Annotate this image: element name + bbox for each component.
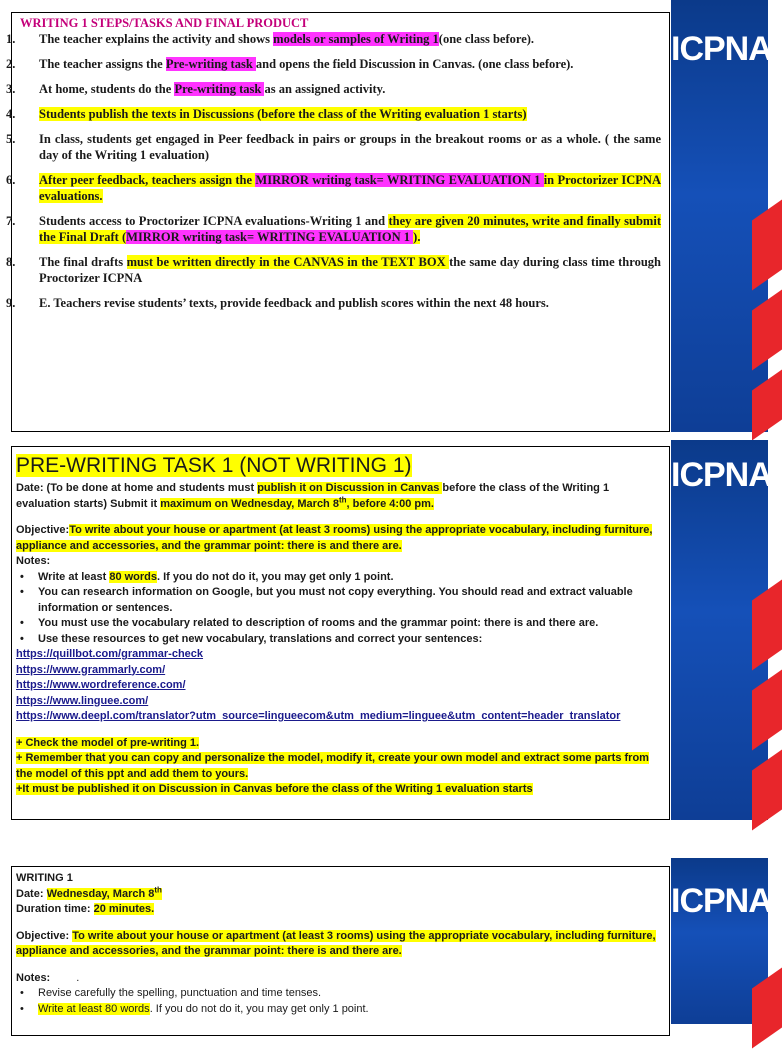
link-row <box>16 694 661 710</box>
step-text: the same day during class time through Proctorizer ICPNA <box>39 255 661 285</box>
step-number: 3. <box>6 82 16 96</box>
objective-paragraph <box>16 929 661 960</box>
step-number: 6. <box>6 173 16 187</box>
resource-links <box>16 647 661 725</box>
red-stripe-decoration <box>752 967 782 1048</box>
deadline-highlight: maximum on Wednesday, March 8 <box>160 497 339 510</box>
step-text: After peer feedback, teachers assign the <box>39 173 256 187</box>
step-item <box>6 295 661 311</box>
note-item <box>16 632 661 648</box>
step-number: 1. <box>6 32 16 46</box>
step-text: Students access to Proctorizer ICPNA evaluations-Writing 1 and <box>39 214 389 228</box>
date-value: Wednesday, March 8 <box>46 887 155 900</box>
note-item <box>16 986 661 1002</box>
objective-text: To write about your house or apartment (at least 3 rooms) using the appropriate vocabulary, including furniture, appliance and accessories, and the grammar point: there is and there are. <box>16 524 653 552</box>
date-paragraph <box>16 481 661 512</box>
reminder-line <box>16 782 661 798</box>
step-number: 7. <box>6 214 16 228</box>
reminder-line <box>16 736 661 752</box>
step-text: models or samples of Writing 1 <box>273 32 439 46</box>
notes-list <box>16 986 661 1017</box>
date-text: before the class of the Writing 1 evaluation starts) Submit it <box>16 482 610 510</box>
step-text: In class, students get engaged in Peer feedback in pairs or groups in the breakout rooms or as a whole. ( the same day of the Writing 1 evaluation) <box>39 132 661 162</box>
link-row <box>16 678 661 694</box>
step-text: Pre-writing task <box>174 82 265 96</box>
step-item <box>6 213 661 245</box>
icpna-logo: ICPNA <box>671 30 772 68</box>
notes-label-line <box>16 971 661 987</box>
resource-link[interactable]: https://www.wordreference.com/ <box>16 679 186 691</box>
deadline-highlight: , before 4:00 pm. <box>346 497 434 510</box>
red-stripe-decoration <box>752 579 782 670</box>
step-spacer <box>12 122 661 131</box>
objective-label: Objective: <box>16 524 70 536</box>
slide-writing-steps <box>0 0 772 432</box>
step-text: MIRROR writing task= WRITING EVALUATION 1 <box>255 173 544 187</box>
note-text: You must use the vocabulary related to description of rooms and the grammar point: there is and there are. <box>38 617 599 629</box>
note-item <box>16 570 661 586</box>
step-text: Students publish the texts in Discussions (before the class of the Writing evaluation 1 starts) <box>39 107 527 121</box>
deadline-sup: th <box>338 494 347 504</box>
duration-line <box>16 902 661 918</box>
step-item <box>6 172 661 204</box>
step-text: The final drafts <box>39 255 127 269</box>
slide-title: PRE-WRITING TASK 1 (NOT WRITING 1) <box>16 454 412 477</box>
duration-value: 20 minutes. <box>93 903 155 915</box>
slide-writing-1 <box>0 858 772 1024</box>
step-text: MIRROR writing task= WRITING EVALUATION 1 <box>126 230 414 244</box>
notes-trailing-dot: . <box>76 971 80 984</box>
step-text: (one class before). <box>438 32 535 46</box>
slide-content-frame <box>6 12 670 432</box>
step-number: 4. <box>6 107 16 121</box>
step-text: as an assigned activity. <box>264 82 386 96</box>
step-spacer <box>12 204 661 213</box>
slide-title: WRITING 1 STEPS/TASKS AND FINAL PRODUCT <box>20 16 309 30</box>
red-stripe-decoration <box>752 199 782 290</box>
step-number: 2. <box>6 57 16 71</box>
reminder-text: + Check the model of pre-writing 1. <box>16 736 200 749</box>
step-spacer <box>12 72 661 81</box>
red-stripe-decoration <box>752 289 782 370</box>
reminder-text: + Remember that you can copy and personalize the model, modify it, create your own model and extract some parts from the model of this ppt and add them to yours. <box>16 752 649 780</box>
step-number: 9. <box>6 296 16 310</box>
slide-content-frame <box>11 866 670 1036</box>
notes-list <box>16 570 661 648</box>
step-item <box>6 254 661 286</box>
reminders <box>16 736 661 798</box>
resource-link[interactable]: https://www.grammarly.com/ <box>16 663 166 676</box>
step-spacer <box>12 245 661 254</box>
objective-label: Objective: <box>16 929 73 942</box>
steps-list <box>6 31 661 311</box>
note-highlight: Write at least 80 words <box>38 1002 150 1015</box>
icpna-logo: ICPNA <box>671 456 772 494</box>
slide-title: WRITING 1 <box>16 872 73 884</box>
note-item <box>16 1002 661 1018</box>
resource-link[interactable]: https://www.deepl.com/translator?utm_source=lingueecom&utm_medium=linguee&utm_content=header_translator <box>16 710 621 722</box>
resource-link[interactable]: https://www.linguee.com/ <box>16 694 149 707</box>
step-text: they are given 20 minutes, write and finally submit the Final Draft ( <box>39 214 661 244</box>
date-highlight: publish it on Discussion in Canvas <box>257 482 443 494</box>
red-stripe-decoration <box>752 369 782 440</box>
note-item <box>16 616 661 632</box>
link-row <box>16 647 661 663</box>
resource-link[interactable]: https://quillbot.com/grammar-check <box>16 648 204 660</box>
step-text: At home, students do the <box>39 82 175 96</box>
step-number: 5. <box>6 132 16 146</box>
step-text: E. Teachers revise students’ texts, provide feedback and publish scores within the next 48 hours. <box>39 296 549 310</box>
brand-panel <box>671 858 772 1024</box>
step-item <box>6 31 661 47</box>
slide-prewriting-task <box>0 440 772 820</box>
date-sup: th <box>154 884 162 894</box>
link-row <box>16 663 661 679</box>
note-text: Revise carefully the spelling, punctuation and time tenses. <box>38 987 322 999</box>
objective-text: To write about your house or apartment (at least 3 rooms) using the appropriate vocabulary, including furniture, appliance and accessories, and the grammar point: there is and there are. <box>16 929 656 957</box>
date-line <box>16 884 661 903</box>
notes-label: Notes: <box>16 555 51 567</box>
step-text: must be written directly in the CANVAS in the TEXT BOX <box>126 255 450 269</box>
date-label: Date: <box>16 887 47 900</box>
step-spacer <box>12 97 661 106</box>
note-text: . If you do not do it, you may get only 1 point. <box>149 1002 369 1015</box>
step-text: in Proctorizer ICPNA evaluations. <box>39 173 661 203</box>
slide-content-frame <box>11 446 670 820</box>
notes-label: Notes: <box>16 971 51 984</box>
duration-label: Duration time: <box>16 903 94 915</box>
step-text: and opens the field Discussion in Canvas. (one class before). <box>255 57 574 71</box>
step-item <box>6 106 661 122</box>
date-label: Date: (To be done at home and students must <box>16 482 258 494</box>
reminder-text: +It must be published it on Discussion in Canvas before the class of the Writing 1 evaluation starts <box>16 783 533 795</box>
note-text: Use these resources to get new vocabulary, translations and correct your sentences: <box>38 632 483 645</box>
step-item <box>6 56 661 72</box>
step-text: The teacher assigns the <box>39 57 166 71</box>
note-text: You can research information on Google, but you must not copy everything. You should read and extract valuable information or sentences. <box>38 586 633 614</box>
step-item <box>6 81 661 97</box>
brand-panel <box>671 440 772 820</box>
step-text: Pre-writing task <box>165 57 256 71</box>
step-spacer <box>12 286 661 295</box>
step-spacer <box>12 47 661 56</box>
step-spacer <box>12 163 661 172</box>
note-text: . If you do not do it, you may get only 1 point. <box>157 570 394 583</box>
reminder-line <box>16 751 661 782</box>
step-item <box>6 131 661 163</box>
icpna-logo: ICPNA <box>671 882 772 920</box>
step-text: The teacher explains the activity and shows <box>39 32 274 46</box>
link-row <box>16 709 661 725</box>
red-stripe-decoration <box>752 749 782 830</box>
note-text: Write at least <box>38 570 110 583</box>
brand-panel <box>671 0 772 432</box>
step-text: ). <box>413 230 421 244</box>
note-highlight: 80 words <box>109 570 158 583</box>
note-item <box>16 585 661 616</box>
red-stripe-decoration <box>752 669 782 750</box>
step-number: 8. <box>6 255 16 269</box>
objective-paragraph <box>16 523 661 554</box>
